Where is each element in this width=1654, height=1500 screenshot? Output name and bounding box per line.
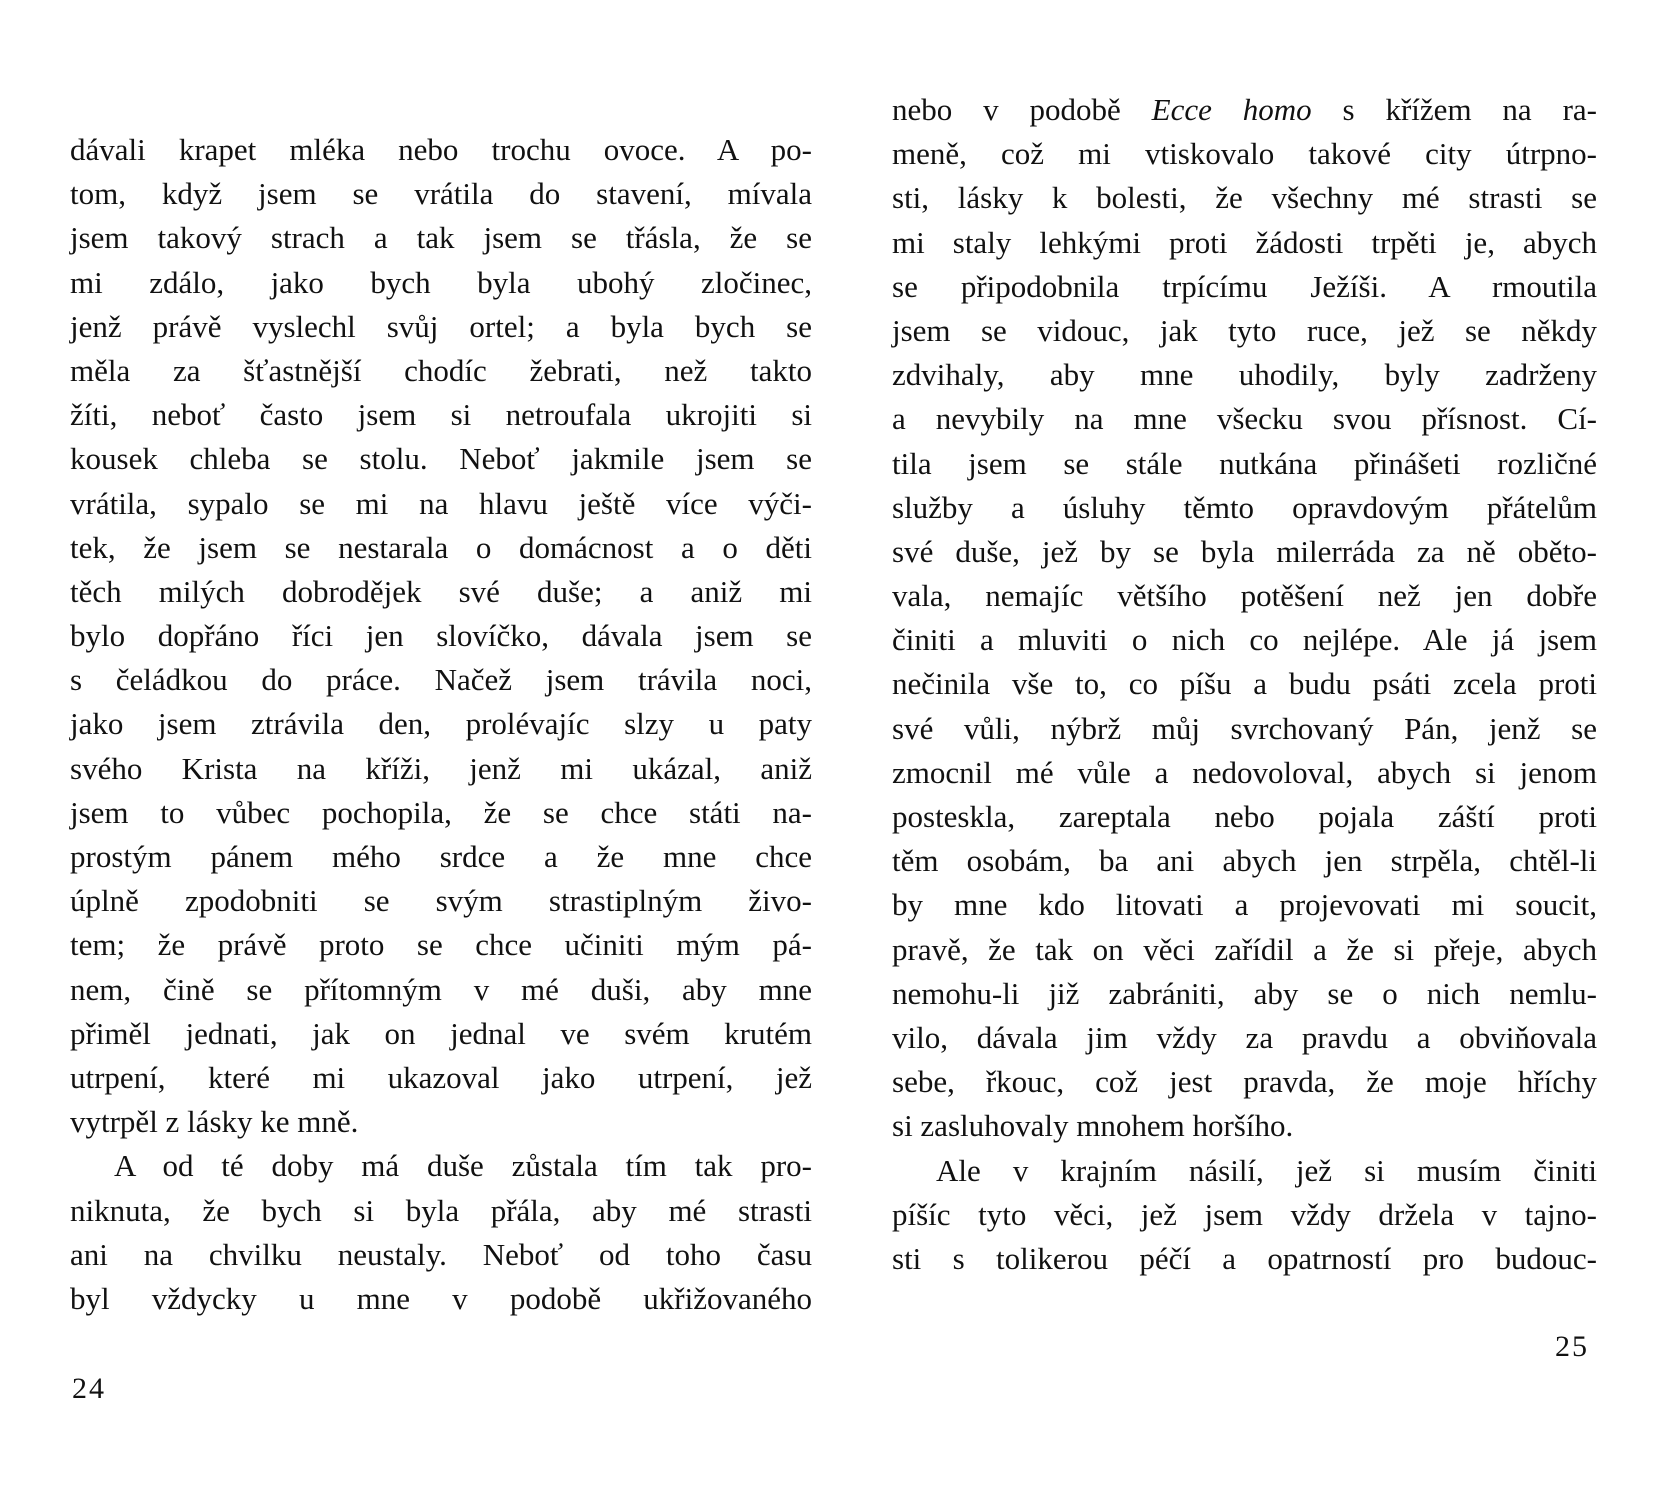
text-line: jenž právě vyslechl svůj ortel; a byla bych se: [70, 308, 812, 344]
text-run: s křížem na ra-: [1311, 92, 1597, 127]
text-line: jako jsem ztrávila den, prolévajíc slzy u paty: [70, 706, 812, 742]
text-line: tila jsem se stále nutkána přinášeti rozličné: [892, 445, 1597, 481]
paragraph-start-line: Ale v krajním násilí, jež si musím činiti: [936, 1152, 1597, 1188]
text-line: s čeládkou do práce. Načež jsem trávila noci,: [70, 662, 812, 698]
text-line: měla za šťastnější chodíc žebrati, než takto: [70, 352, 812, 388]
text-line: zmocnil mé vůle a nedovoloval, abych si jenom: [892, 754, 1597, 790]
text-line: kousek chleba se stolu. Neboť jakmile jsem se: [70, 441, 812, 477]
text-line: pravě, že tak on věci zařídil a že si přeje, abych: [892, 931, 1597, 967]
text-line: ani na chvilku neustaly. Neboť od toho času: [70, 1236, 812, 1272]
text-line: by mne kdo litovati a projevovati mi soucit,: [892, 887, 1597, 923]
page-number-left: 24: [72, 1372, 106, 1405]
paragraph-end-line: si zasluhovaly mnohem horšího.: [892, 1108, 1294, 1144]
page-number-right: 25: [1555, 1330, 1589, 1363]
text-line: vrátila, sypalo se mi na hlavu ještě více výči-: [70, 485, 812, 521]
text-line: vilo, dávala jim vždy za pravdu a obviňovala: [892, 1019, 1597, 1055]
left-page-text-column: [70, 128, 812, 1321]
text-line: činiti a mluviti o nich co nejlépe. Ale já jsem: [892, 622, 1597, 658]
text-line: prostým pánem mého srdce a že mne chce: [70, 839, 812, 874]
text-line: úplně zpodobniti se svým strastiplným živo-: [70, 883, 812, 919]
italic-phrase: Ecce homo: [1151, 92, 1312, 127]
text-line: se připodobnila trpícímu Ježíši. A rmoutila: [892, 268, 1597, 304]
text-line: sebe, řkouc, což jest pravda, že moje hříchy: [892, 1064, 1597, 1100]
text-line: píšíc tyto věci, jež jsem vždy držela v tajno-: [892, 1196, 1597, 1232]
text-line: tom, když jsem se vrátila do stavení, mívala: [70, 176, 812, 212]
text-line: niknuta, že bych si byla přála, aby mé strasti: [70, 1192, 812, 1228]
text-line: služby a úsluhy těmto opravdovým přátelům: [892, 489, 1597, 525]
text-line: vala, nemajíc většího potěšení než jen dobře: [892, 578, 1597, 614]
text-line: byl vždycky u mne v podobě ukřižovaného: [70, 1280, 812, 1316]
text-line: žíti, neboť často jsem si netroufala ukrojiti si: [70, 397, 812, 433]
right-page-text-column: [892, 88, 1597, 1281]
right-page: [827, 0, 1654, 1500]
text-line: utrpení, které mi ukazoval jako utrpení, jež: [70, 1059, 812, 1095]
text-line: mi zdálo, jako bych byla ubohý zločinec,: [70, 264, 812, 300]
text-line: těm osobám, ba ani abych jen strpěla, chtěl-li: [892, 843, 1597, 879]
text-line: nem, čině se přítomným v mé duši, aby mne: [70, 971, 812, 1007]
paragraph-start-line: A od té doby má duše zůstala tím tak pro-: [114, 1148, 812, 1184]
paragraph-end-line: vytrpěl z lásky ke mně.: [70, 1104, 359, 1140]
text-line: přiměl jednati, jak on jednal ve svém krutém: [70, 1015, 812, 1051]
text-line: zdvihaly, aby mne uhodily, byly zadrženy: [892, 357, 1597, 393]
text-line: nemohu-li již zabrániti, aby se o nich nemlu-: [892, 975, 1597, 1011]
text-line: těch milých dobrodějek své duše; a aniž mi: [70, 573, 812, 609]
text-line: sti, lásky k bolesti, že všechny mé strasti se: [892, 180, 1597, 216]
text-line: tem; že právě proto se chce učiniti mým pá-: [70, 927, 812, 963]
text-line: dávali krapet mléka nebo trochu ovoce. A po-: [70, 132, 812, 167]
text-line: nečinila vše to, co píšu a budu psáti zcela proti: [892, 666, 1597, 702]
text-line: své vůli, nýbrž můj svrchovaný Pán, jenž se: [892, 710, 1597, 746]
text-line: bylo dopřáno říci jen slovíčko, dávala jsem se: [70, 618, 812, 654]
text-line: jsem se vidouc, jak tyto ruce, jež se někdy: [892, 312, 1597, 348]
text-line: meně, což mi vtiskovalo takové city útrpno-: [892, 136, 1597, 172]
text-line: sti s tolikerou péčí a opatrností pro budouc-: [892, 1240, 1597, 1276]
text-line: své duše, jež by se byla milerráda za ně oběto-: [892, 533, 1597, 569]
text-line: jsem to vůbec pochopila, že se chce státi na-: [70, 794, 812, 830]
text-line: jsem takový strach a tak jsem se třásla, že se: [70, 220, 812, 256]
text-line: svého Krista na kříži, jenž mi ukázal, aniž: [70, 750, 812, 786]
text-line: mi staly lehkými proti žádosti trpěti je, abych: [892, 224, 1597, 260]
text-line: posteskla, zareptala nebo pojala záští proti: [892, 799, 1597, 834]
text-run: nebo v podobě: [892, 92, 1152, 127]
text-line-with-italic: [892, 88, 1597, 132]
text-line: tek, že jsem se nestarala o domácnost a o děti: [70, 529, 812, 565]
text-line: a nevybily na mne všecku svou přísnost. Cí-: [892, 401, 1597, 437]
